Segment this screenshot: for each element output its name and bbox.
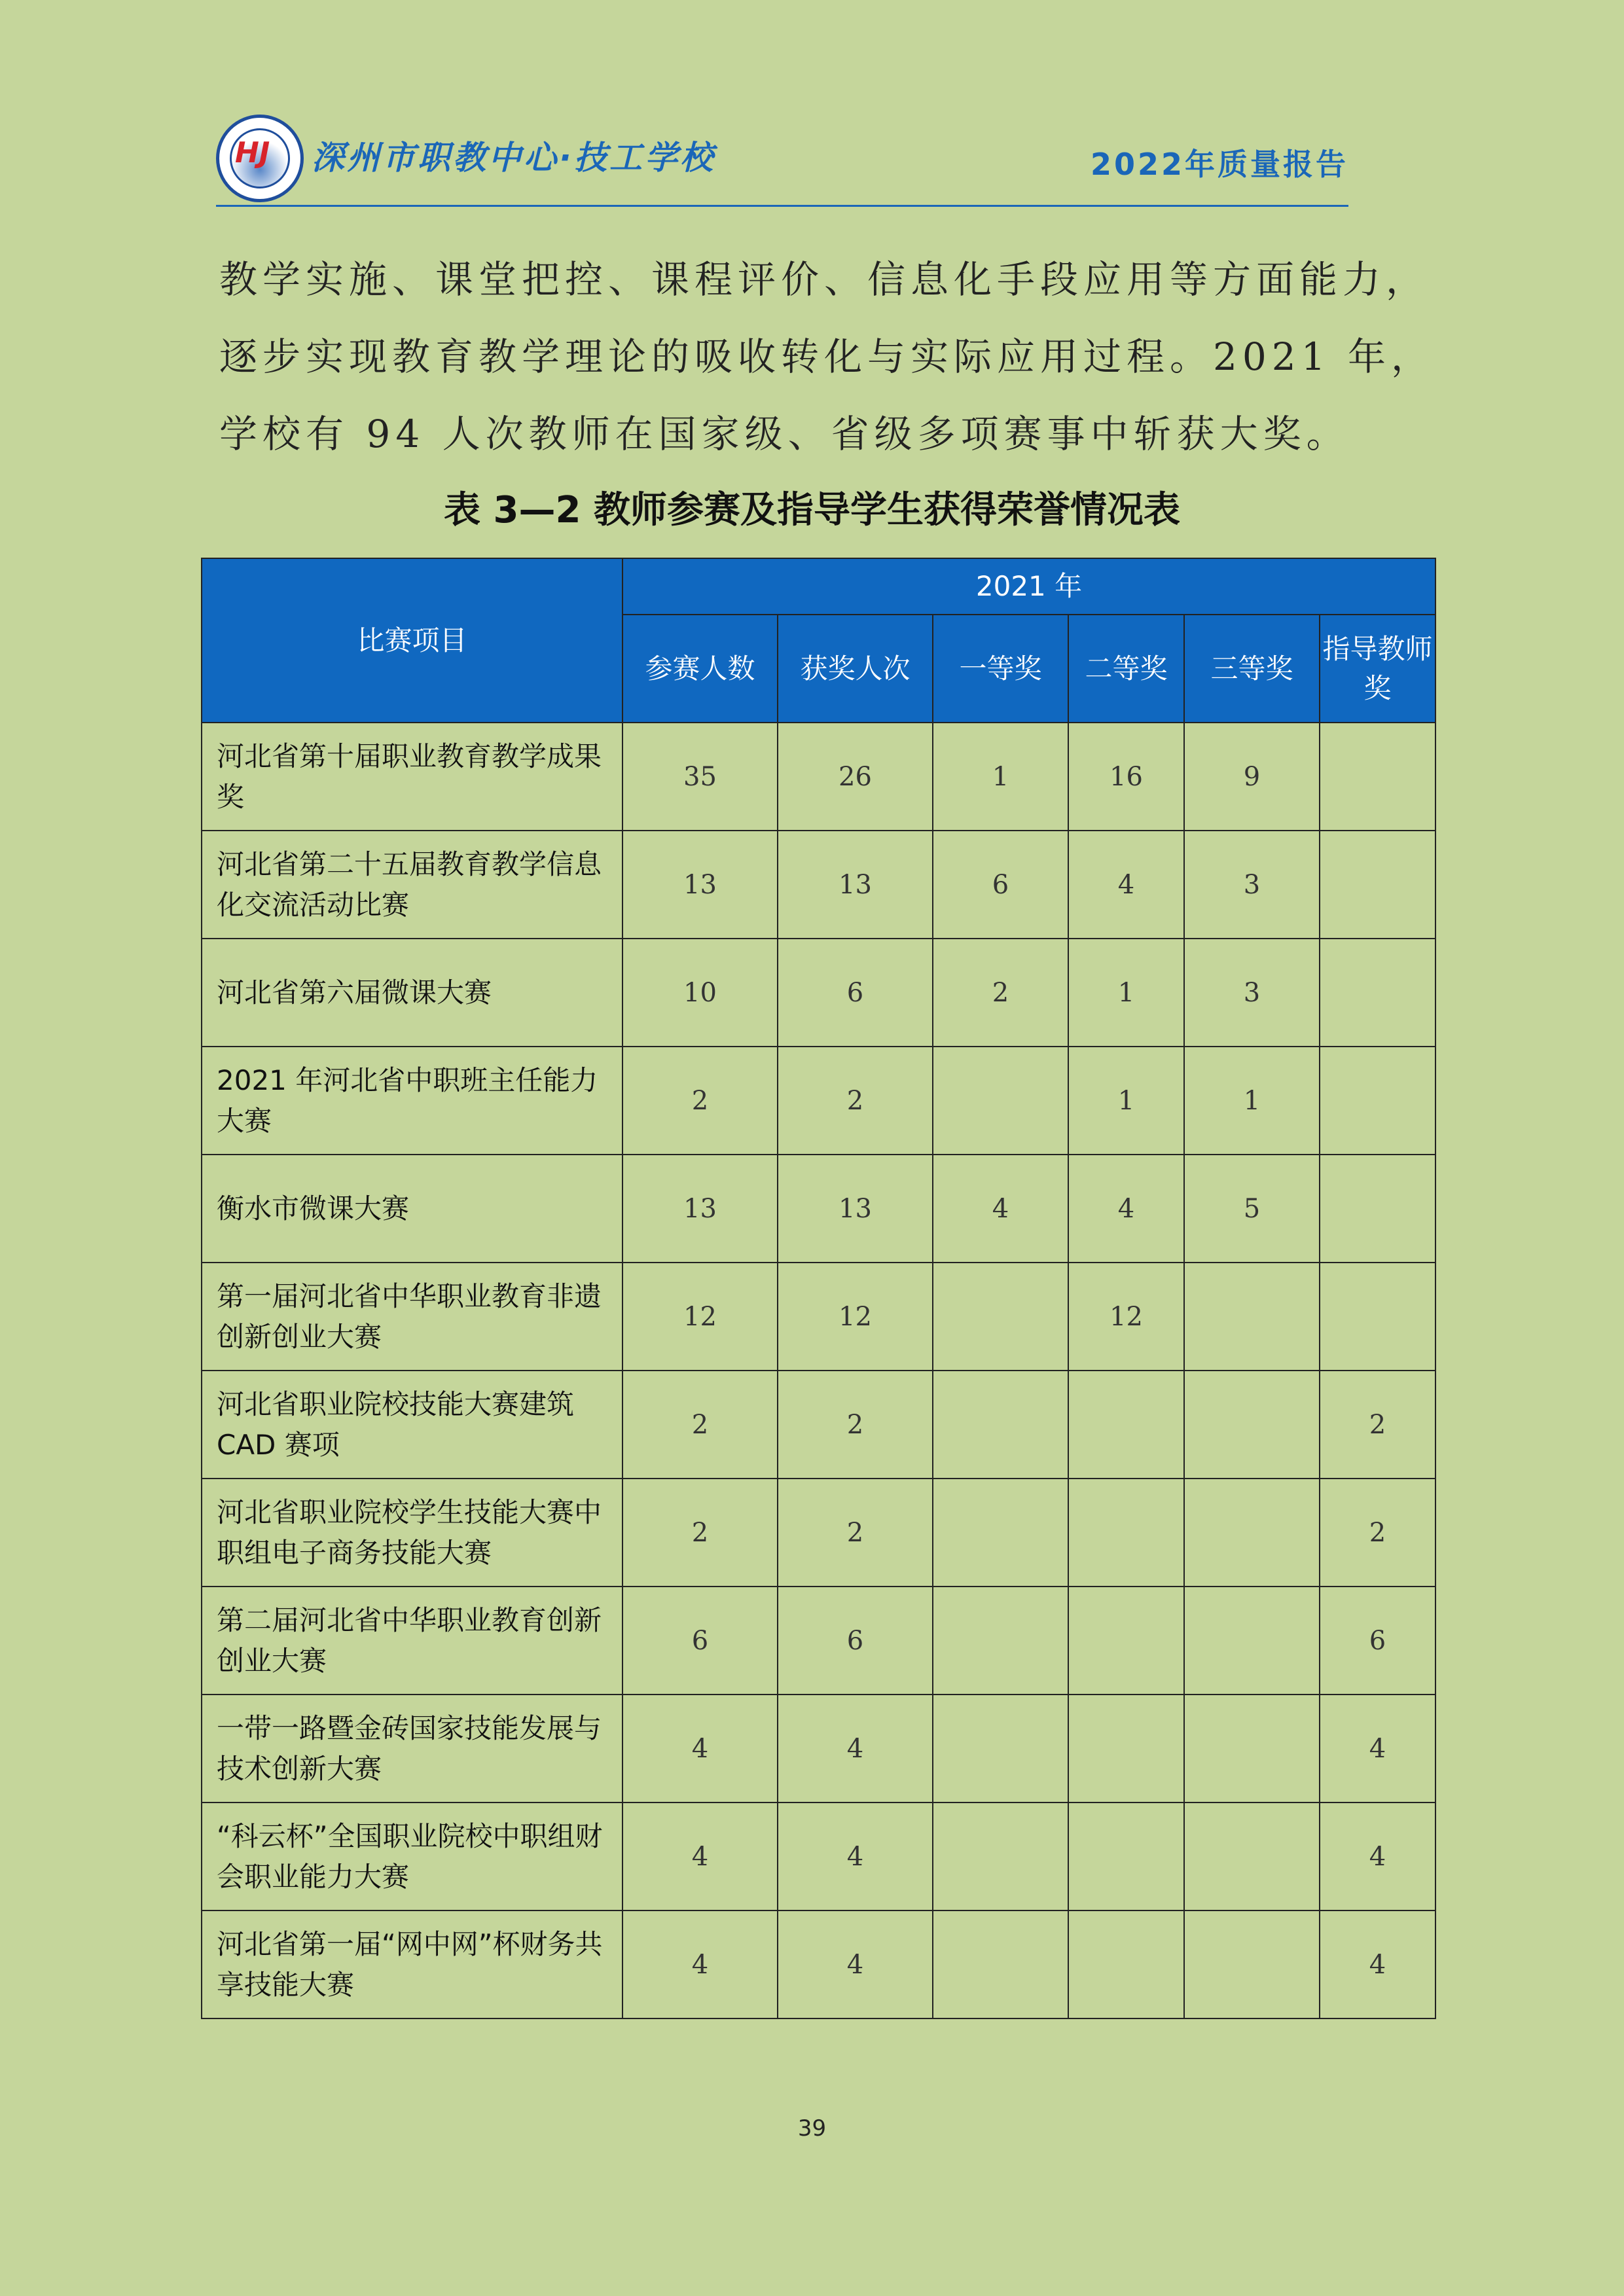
cell-second-prize: 16 [1068, 723, 1184, 831]
cell-second-prize [1068, 1371, 1184, 1479]
table-row [202, 939, 1435, 1047]
table-row [202, 1263, 1435, 1371]
cell-competition-name: 河北省第十届职业教育教学成果奖 [202, 723, 623, 831]
cell-participants: 10 [623, 939, 778, 1047]
header-mentor-award: 指导教师奖 [1320, 615, 1435, 723]
header-participants: 参赛人数 [623, 615, 778, 723]
cell-second-prize: 4 [1068, 1155, 1184, 1263]
header-competition: 比赛项目 [202, 558, 623, 723]
table-row [202, 1695, 1435, 1803]
cell-third-prize: 3 [1184, 831, 1320, 939]
cell-award-count: 4 [778, 1695, 933, 1803]
cell-participants: 4 [623, 1910, 778, 2018]
cell-mentor-award [1320, 1047, 1435, 1155]
cell-third-prize [1184, 1371, 1320, 1479]
cell-participants: 2 [623, 1047, 778, 1155]
table-row [202, 1371, 1435, 1479]
table-row [202, 1155, 1435, 1263]
table-header-row [202, 558, 1435, 615]
header-year-group: 2021 年 [623, 558, 1435, 615]
header-third-prize: 三等奖 [1184, 615, 1320, 723]
table-body [202, 723, 1435, 2018]
cell-third-prize: 9 [1184, 723, 1320, 831]
paragraph-line: 教学实施、课堂把控、课程评价、信息化手段应用等方面能力， [219, 257, 1430, 302]
cell-award-count: 6 [778, 939, 933, 1047]
cell-award-count: 2 [778, 1047, 933, 1155]
cell-competition-name: “科云杯”全国职业院校中职组财会职业能力大赛 [202, 1803, 623, 1910]
cell-third-prize [1184, 1695, 1320, 1803]
cell-award-count: 13 [778, 831, 933, 939]
cell-third-prize: 1 [1184, 1047, 1320, 1155]
cell-second-prize: 1 [1068, 1047, 1184, 1155]
cell-participants: 13 [623, 1155, 778, 1263]
cell-mentor-award [1320, 1263, 1435, 1371]
cell-first-prize: 2 [933, 939, 1068, 1047]
cell-participants: 4 [623, 1695, 778, 1803]
cell-competition-name: 衡水市微课大赛 [202, 1155, 623, 1263]
cell-third-prize [1184, 1263, 1320, 1371]
cell-mentor-award [1320, 831, 1435, 939]
cell-second-prize: 4 [1068, 831, 1184, 939]
cell-third-prize [1184, 1803, 1320, 1910]
cell-second-prize [1068, 1910, 1184, 2018]
cell-first-prize [933, 1803, 1068, 1910]
cell-competition-name: 河北省职业院校学生技能大赛中职组电子商务技能大赛 [202, 1479, 623, 1587]
cell-competition-name: 河北省第六届微课大赛 [202, 939, 623, 1047]
cell-mentor-award: 4 [1320, 1910, 1435, 2018]
cell-competition-name: 第二届河北省中华职业教育创新创业大赛 [202, 1587, 623, 1695]
page-number: 39 [797, 2115, 827, 2142]
cell-award-count: 6 [778, 1587, 933, 1695]
cell-mentor-award: 4 [1320, 1803, 1435, 1910]
report-title: 2022年质量报告 [1090, 147, 1348, 182]
table-row [202, 831, 1435, 939]
header-second-prize: 二等奖 [1068, 615, 1184, 723]
table-row [202, 1803, 1435, 1910]
cell-first-prize [933, 1479, 1068, 1587]
honors-table [201, 558, 1436, 2019]
cell-first-prize [933, 1587, 1068, 1695]
cell-third-prize [1184, 1587, 1320, 1695]
cell-second-prize [1068, 1803, 1184, 1910]
cell-first-prize: 6 [933, 831, 1068, 939]
header-first-prize: 一等奖 [933, 615, 1068, 723]
cell-first-prize [933, 1910, 1068, 2018]
cell-second-prize: 1 [1068, 939, 1184, 1047]
body-paragraph [219, 241, 1435, 473]
cell-competition-name: 一带一路暨金砖国家技能发展与技术创新大赛 [202, 1695, 623, 1803]
cell-mentor-award: 2 [1320, 1371, 1435, 1479]
cell-participants: 2 [623, 1479, 778, 1587]
cell-mentor-award: 2 [1320, 1479, 1435, 1587]
cell-award-count: 2 [778, 1479, 933, 1587]
table-row [202, 1047, 1435, 1155]
cell-competition-name: 第一届河北省中华职业教育非遗创新创业大赛 [202, 1263, 623, 1371]
cell-participants: 4 [623, 1803, 778, 1910]
cell-mentor-award [1320, 939, 1435, 1047]
logo-mark: HJ [235, 136, 270, 170]
cell-competition-name: 河北省第二十五届教育教学信息化交流活动比赛 [202, 831, 623, 939]
header-divider [216, 205, 1348, 207]
cell-third-prize: 5 [1184, 1155, 1320, 1263]
cell-first-prize [933, 1695, 1068, 1803]
cell-second-prize: 12 [1068, 1263, 1184, 1371]
cell-second-prize [1068, 1479, 1184, 1587]
cell-participants: 12 [623, 1263, 778, 1371]
cell-mentor-award: 4 [1320, 1695, 1435, 1803]
cell-award-count: 2 [778, 1371, 933, 1479]
cell-second-prize [1068, 1695, 1184, 1803]
table-row [202, 1479, 1435, 1587]
cell-mentor-award [1320, 723, 1435, 831]
cell-participants: 6 [623, 1587, 778, 1695]
cell-participants: 2 [623, 1371, 778, 1479]
table-row [202, 1587, 1435, 1695]
table-caption: 表 3—2 教师参赛及指导学生获得荣誉情况表 [444, 489, 1180, 531]
paragraph-line: 学校有 94 人次教师在国家级、省级多项赛事中斩获大奖。 [219, 412, 1350, 456]
cell-award-count: 13 [778, 1155, 933, 1263]
cell-first-prize [933, 1047, 1068, 1155]
cell-award-count: 12 [778, 1263, 933, 1371]
cell-award-count: 4 [778, 1803, 933, 1910]
table-row [202, 1910, 1435, 2018]
school-logo [216, 115, 304, 202]
cell-third-prize: 3 [1184, 939, 1320, 1047]
cell-first-prize: 4 [933, 1155, 1068, 1263]
cell-second-prize [1068, 1587, 1184, 1695]
cell-award-count: 4 [778, 1910, 933, 2018]
cell-competition-name: 河北省职业院校技能大赛建筑 CAD 赛项 [202, 1371, 623, 1479]
paragraph-line: 逐步实现教育教学理论的吸收转化与实际应用过程。2021 年， [219, 334, 1435, 379]
page-header [216, 115, 1348, 206]
cell-competition-name: 2021 年河北省中职班主任能力大赛 [202, 1047, 623, 1155]
cell-third-prize [1184, 1910, 1320, 2018]
cell-first-prize [933, 1371, 1068, 1479]
cell-participants: 35 [623, 723, 778, 831]
header-award-count: 获奖人次 [778, 615, 933, 723]
school-name: 深州市职教中心·技工学校 [312, 139, 715, 177]
cell-first-prize: 1 [933, 723, 1068, 831]
cell-mentor-award: 6 [1320, 1587, 1435, 1695]
cell-first-prize [933, 1263, 1068, 1371]
table-row [202, 723, 1435, 831]
cell-mentor-award [1320, 1155, 1435, 1263]
cell-participants: 13 [623, 831, 778, 939]
cell-competition-name: 河北省第一届“网中网”杯财务共享技能大赛 [202, 1910, 623, 2018]
cell-award-count: 26 [778, 723, 933, 831]
cell-third-prize [1184, 1479, 1320, 1587]
